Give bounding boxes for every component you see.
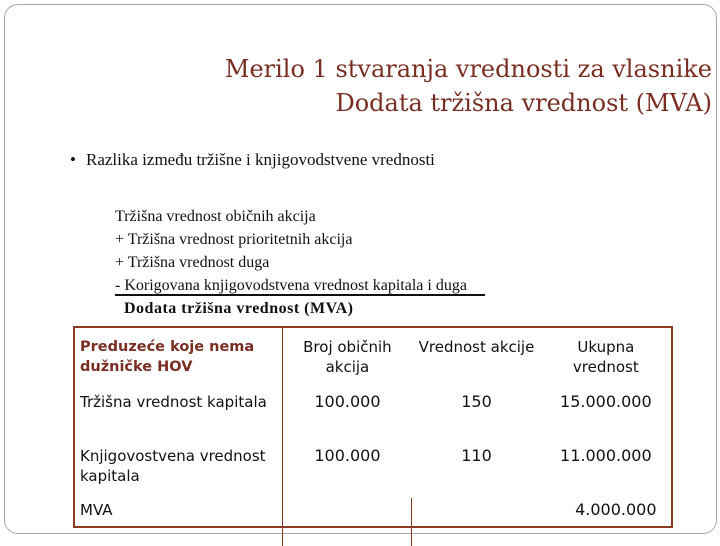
bullet-marker: •	[70, 150, 76, 169]
cell-total-value: 11.000.000	[560, 446, 652, 465]
header-share-count: Broj običnih akcija	[283, 328, 412, 391]
cell-total-value: 4.000.000	[575, 500, 657, 519]
title-line-1: Merilo 1 stvaranja vrednosti za vlasnike	[224, 55, 712, 83]
title-line-2: Dodata tržišna vrednost (MVA)	[335, 89, 712, 117]
header-total-value: Ukupna vrednost	[572, 338, 639, 376]
table-row	[75, 444, 671, 498]
calc-line-market-preferred: + Tržišna vrednost prioritetnih akcija	[115, 231, 353, 248]
table-header-row	[75, 328, 671, 391]
calc-line-book-value	[115, 274, 485, 297]
cell-share-count	[283, 498, 412, 546]
row-label: MVA	[80, 501, 113, 519]
cell-share-value	[412, 498, 541, 546]
cell-share-count: 100.000	[283, 391, 412, 444]
bullet-point	[70, 150, 435, 170]
row-label: Knjigovostvena vrednost kapitala	[80, 447, 266, 485]
bullet-text: Razlika između tržišne i knjigovodstvene vrednosti	[86, 150, 435, 169]
cell-share-count: 100.000	[283, 444, 412, 498]
calculation-block	[115, 205, 485, 320]
calc-result: Dodata tržišna vrednost (MVA)	[124, 300, 354, 317]
calc-line-book-value-text: - Korigovana knjigovodstvena vrednost kapitala i duga	[115, 277, 485, 296]
table-row	[75, 391, 671, 444]
mva-table	[73, 326, 673, 528]
slide-title	[225, 52, 712, 120]
row-label: Tržišna vrednost kapitala	[80, 393, 267, 411]
table-row	[75, 498, 671, 546]
calc-line-market-debt: + Tržišna vrednost duga	[115, 254, 270, 271]
header-share-value: Vrednost akcije	[418, 338, 535, 356]
cell-share-value: 110	[461, 446, 492, 465]
calc-line-market-common: Tržišna vrednost običnih akcija	[115, 208, 316, 225]
cell-total-value: 15.000.000	[560, 392, 652, 411]
header-company: Preduzeće koje nema dužničke HOV	[80, 339, 255, 375]
cell-share-value: 150	[461, 392, 492, 411]
